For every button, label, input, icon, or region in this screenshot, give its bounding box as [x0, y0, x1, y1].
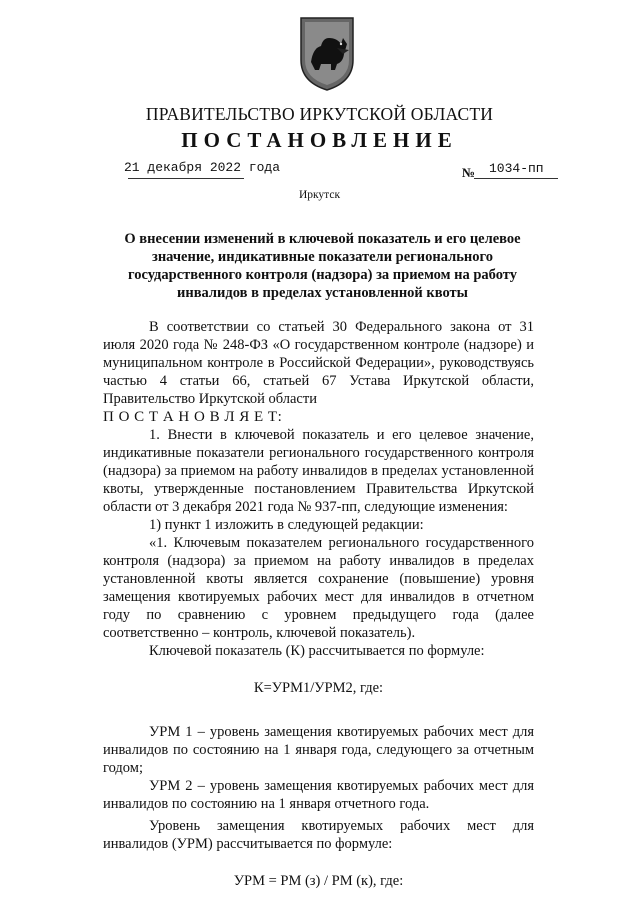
city: Иркутск	[298, 189, 341, 201]
document-title: О внесении изменений в ключевой показатель и его целевое значение, индикативные показатели регионального государственного контроля (надзора) за приемом на работу инвалидов в пределах установленной квоты	[124, 231, 521, 301]
document-body	[103, 318, 534, 890]
preamble-paragraph: В соответствии со статьей 30 Федерального закона от 31 июля 2020 года № 248-ФЗ «О государственном контроле (надзоре) и муниципальном контроле в Российской Федерации», руководствуясь частью 4 статьи 66, статьей 67 Устава Иркутской области, Правительство Иркутской области	[103, 319, 534, 407]
number-sign: №	[462, 165, 476, 180]
resolves-heading: П О С Т А Н О В Л Я Е Т:	[103, 409, 283, 425]
date-underline	[128, 178, 244, 179]
formula-k: К=УРМ1/УРМ2, где:	[253, 680, 384, 696]
paragraph-1: 1. Внести в ключевой показатель и его целевое значение, индикативные показатели регионального государственного контроля (надзора) за приемом на работу инвалидов в пределах установленной квоты, утвержденные постановлением Правительства Иркутской области от 3 декабря 2021 года № 937-пп, следующие изменения:	[103, 427, 534, 515]
decree-number: 1034-пп	[489, 161, 544, 176]
paragraph-2: 1) пункт 1 изложить в следующей редакции:	[149, 517, 424, 533]
paragraph-3: «1. Ключевым показателем регионального государственного контроля (надзора) за приемом на работу инвалидов в пределах установленной квоты является сохранение (повышение) уровня замещения квотируемых рабочих мест для инвалидов в отчетном году по сравнению с уровнем предыдущего года (далее соответственно – контроль, ключевой показатель).	[103, 535, 534, 641]
formula-urm: УРМ = РМ (з) / РМ (к), где:	[233, 873, 404, 889]
number-underline	[474, 178, 558, 179]
government-name: ПРАВИТЕЛЬСТВО ИРКУТСКОЙ ОБЛАСТИ	[145, 104, 494, 124]
paragraph-4: Ключевой показатель (К) рассчитывается по формуле:	[149, 643, 485, 659]
decree-date: 21 декабря 2022 года	[124, 160, 281, 175]
paragraph-5: УРМ 1 – уровень замещения квотируемых рабочих мест для инвалидов по состоянию на 1 января года, следующего за отчетным годом;	[103, 724, 534, 776]
paragraph-7: Уровень замещения квотируемых рабочих мест для инвалидов (УРМ) рассчитывается по формуле:	[103, 818, 534, 852]
document-type: ПОСТАНОВЛЕНИЕ	[181, 128, 458, 152]
paragraph-6: УРМ 2 – уровень замещения квотируемых рабочих мест для инвалидов по состоянию на 1 января отчетного года.	[103, 778, 534, 812]
coat-of-arms-icon	[297, 14, 357, 92]
